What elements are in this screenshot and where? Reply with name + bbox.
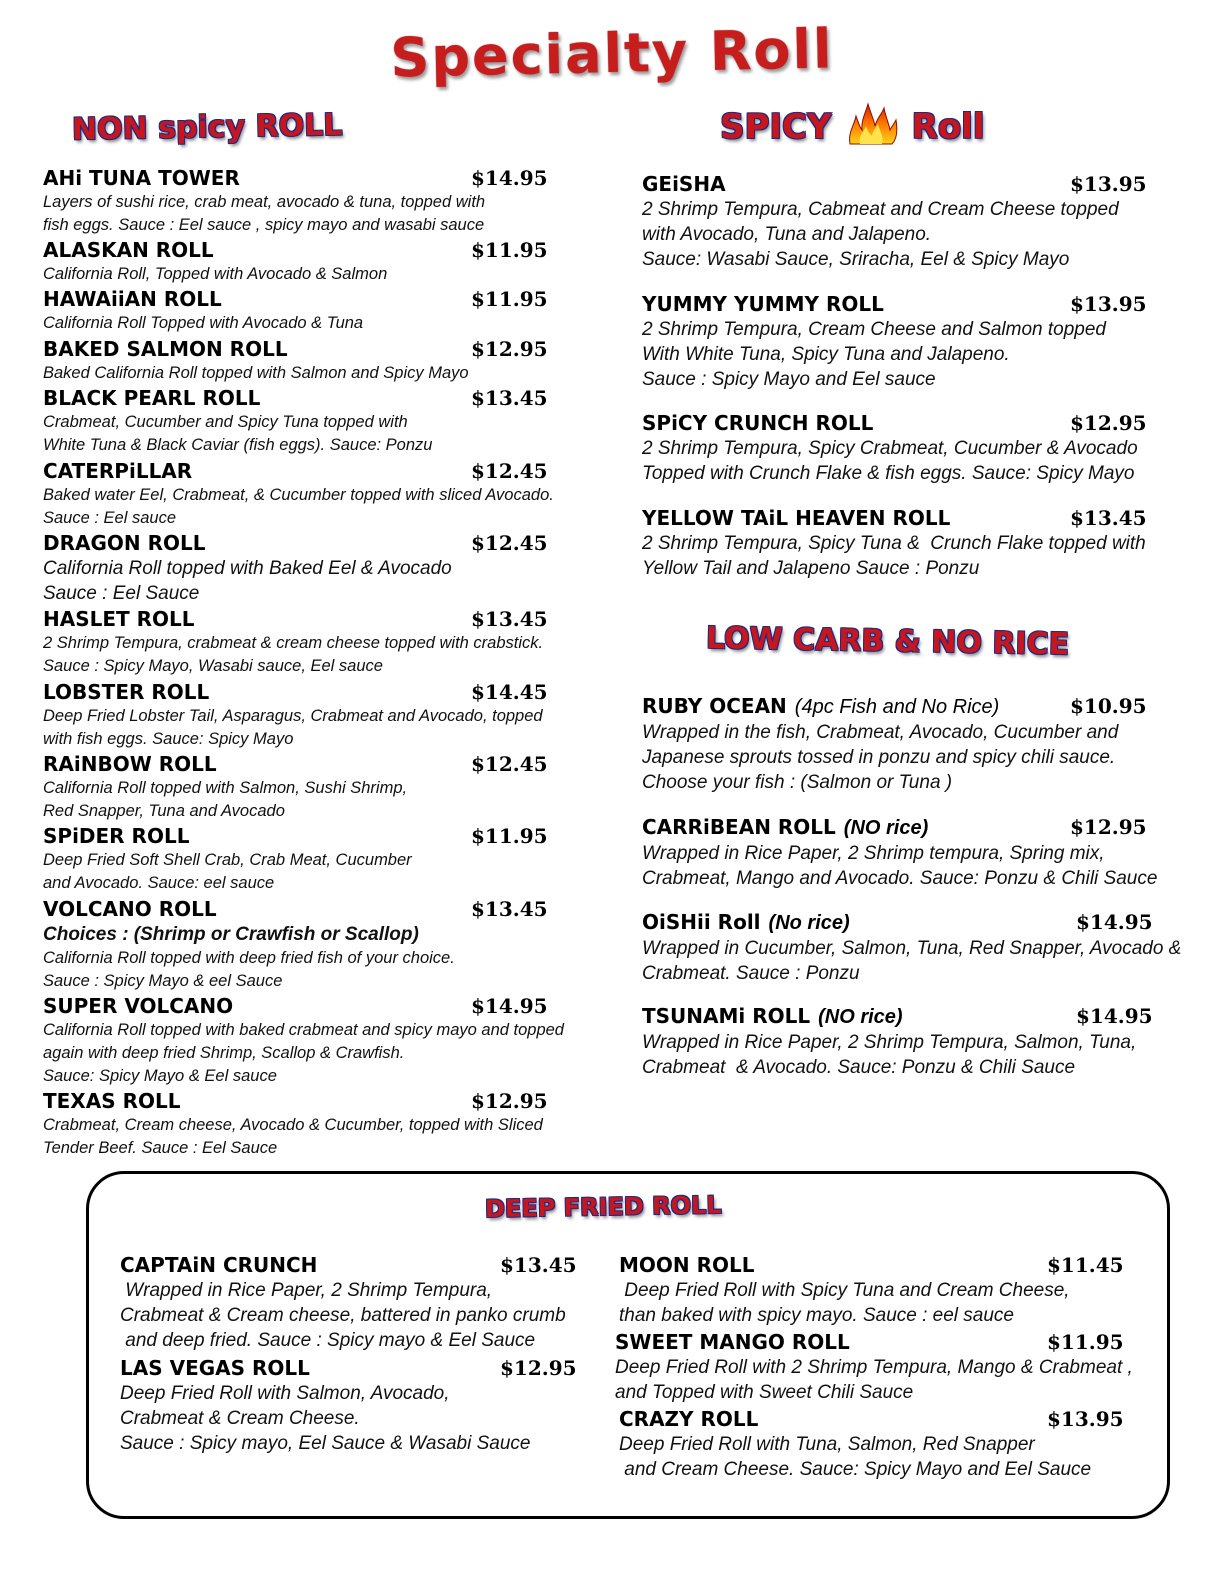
item-name-text: SUPER VOLCANO xyxy=(43,994,234,1018)
description-line: Deep Fried Roll with Spicy Tuna and Cream Cheese, xyxy=(619,1280,1070,1301)
item-name-text: AHi TUNA TOWER xyxy=(43,166,240,190)
item-description xyxy=(43,777,603,823)
item-price: $12.45 xyxy=(471,459,548,483)
item-description xyxy=(43,411,603,457)
description-line: again with deep fried Shrimp, Scallop & Crawfish. xyxy=(43,1044,405,1062)
description-line: and Cream Cheese. Sauce: Spicy Mayo and Eel Sauce xyxy=(619,1459,1092,1480)
description-line: White Tuna & Black Caviar (fish eggs). Sauce: Ponzu xyxy=(43,436,433,454)
item-description xyxy=(642,1030,1202,1080)
item-price: $13.45 xyxy=(471,607,548,631)
item-name-text: YELLOW TAiL HEAVEN ROLL xyxy=(642,506,951,530)
description-line: Baked California Roll topped with Salmon and Spicy Mayo xyxy=(43,364,469,382)
item-price: $12.45 xyxy=(471,531,548,555)
description-line: Tender Beef. Sauce : Eel Sauce xyxy=(43,1139,278,1157)
item-description xyxy=(43,362,603,385)
item-description xyxy=(619,1432,1179,1482)
item-description xyxy=(43,1114,603,1160)
description-line: Layers of sushi rice, crab meat, avocado & tuna, topped with xyxy=(43,193,486,211)
menu-item xyxy=(619,1407,1179,1482)
menu-item xyxy=(642,411,1202,486)
item-price: $12.95 xyxy=(1070,815,1147,839)
item-description xyxy=(120,1278,680,1353)
item-name-text: RAiNBOW ROLL xyxy=(43,752,217,776)
deep-fried-heading: DEEP FRIED ROLL xyxy=(484,1190,722,1224)
item-price: $10.95 xyxy=(1070,694,1147,718)
item-description xyxy=(43,191,603,237)
item-price: $13.45 xyxy=(1070,506,1147,530)
spicy-heading-right: Roll xyxy=(911,107,985,147)
item-price: $13.45 xyxy=(500,1253,577,1277)
non-spicy-heading: NON spicy ROLL xyxy=(71,107,343,148)
item-description xyxy=(619,1278,1179,1328)
item-price: $13.95 xyxy=(1070,172,1147,196)
menu-item xyxy=(615,1330,1175,1405)
menu-item xyxy=(120,1356,680,1456)
spicy-heading xyxy=(720,102,985,155)
item-name-text: HASLET ROLL xyxy=(43,607,195,631)
description-line: Deep Fried Roll with Tuna, Salmon, Red Snapper xyxy=(619,1434,1035,1455)
menu-item xyxy=(619,1253,1179,1328)
menu-item xyxy=(43,1089,603,1160)
description-line: California Roll topped with Baked Eel & Avocado xyxy=(43,558,452,579)
item-price: $12.95 xyxy=(471,1089,548,1113)
spicy-heading-left: SPICY xyxy=(720,107,832,147)
item-name-text: YUMMY YUMMY ROLL xyxy=(642,292,884,316)
description-line: 2 Shrimp Tempura, Cabmeat and Cream Cheese topped xyxy=(642,199,1119,220)
description-line: Deep Fried Roll with Salmon, Avocado, xyxy=(120,1383,450,1404)
menu-item xyxy=(642,694,1202,795)
item-description xyxy=(642,936,1202,986)
description-line: Crabmeat. Sauce : Ponzu xyxy=(642,963,860,984)
menu-item xyxy=(43,238,603,286)
description-line: with fish eggs. Sauce: Spicy Mayo xyxy=(43,730,294,748)
description-line: Wrapped in Rice Paper, 2 Shrimp tempura, Spring mix, xyxy=(642,843,1105,864)
item-name-text: BAKED SALMON ROLL xyxy=(43,337,288,361)
item-description xyxy=(642,317,1202,392)
description-line: Deep Fried Lobster Tail, Asparagus, Crabmeat and Avocado, topped xyxy=(43,707,543,725)
description-line: Sauce : Spicy Mayo & eel Sauce xyxy=(43,972,283,990)
item-description xyxy=(43,1019,603,1088)
description-line: Sauce: Wasabi Sauce, Sriracha, Eel & Spicy Mayo xyxy=(642,249,1070,270)
item-price: $14.95 xyxy=(1076,910,1153,934)
item-price: $14.45 xyxy=(471,680,548,704)
item-name-text: SPiCY CRUNCH ROLL xyxy=(642,411,874,435)
menu-item xyxy=(43,386,603,457)
menu-item xyxy=(43,994,603,1088)
menu-item xyxy=(43,752,603,823)
description-line: California Roll topped with deep fried fish of your choice. xyxy=(43,949,455,967)
item-price: $11.95 xyxy=(471,824,548,848)
item-description xyxy=(43,263,603,286)
description-line: Choose your fish : (Salmon or Tuna ) xyxy=(642,772,953,793)
description-line: Crabmeat & Cream Cheese. xyxy=(120,1408,360,1429)
item-price: $11.95 xyxy=(471,238,548,262)
description-line: Crabmeat & Cream cheese, battered in panko crumb xyxy=(120,1305,566,1326)
item-price: $14.95 xyxy=(471,166,548,190)
description-line: Wrapped in Rice Paper, 2 Shrimp Tempura, Salmon, Tuna, xyxy=(642,1032,1137,1053)
description-line: California Roll topped with Salmon, Sushi Shrimp, xyxy=(43,779,408,797)
item-description xyxy=(642,197,1202,272)
item-description xyxy=(43,484,603,530)
item-description xyxy=(120,1381,680,1456)
description-line: California Roll Topped with Avocado & Tuna xyxy=(43,314,364,332)
item-name-text: SWEET MANGO ROLL xyxy=(615,1330,850,1354)
menu-item xyxy=(642,506,1202,581)
description-line: Crabmeat, Cucumber and Spicy Tuna topped with xyxy=(43,413,408,431)
item-name-text: GEiSHA xyxy=(642,172,726,196)
item-name-text: CARRiBEAN ROLL xyxy=(642,815,836,839)
description-line: Crabmeat, Cream cheese, Avocado & Cucumber, topped with Sliced xyxy=(43,1116,543,1134)
item-name-text: HAWAiiAN ROLL xyxy=(43,287,222,311)
item-description xyxy=(642,436,1202,486)
item-name-text: TSUNAMi ROLL xyxy=(642,1004,811,1028)
description-line: Wrapped in Cucumber, Salmon, Tuna, Red Snapper, Avocado & xyxy=(642,938,1182,959)
low-carb-heading: LOW CARB & NO RICE xyxy=(705,620,1070,663)
item-name-text: DRAGON ROLL xyxy=(43,531,206,555)
description-line: Sauce : Spicy mayo, Eel Sauce & Wasabi Sauce xyxy=(120,1433,531,1454)
item-name-text: MOON ROLL xyxy=(619,1253,755,1277)
item-price: $11.95 xyxy=(471,287,548,311)
item-choices: Choices : (Shrimp or Crawfish or Scallop) xyxy=(43,924,419,945)
item-description xyxy=(615,1355,1175,1405)
item-description xyxy=(642,531,1202,581)
item-name-text: LOBSTER ROLL xyxy=(43,680,210,704)
description-line: 2 Shrimp Tempura, Cream Cheese and Salmon topped xyxy=(642,319,1106,340)
item-name-text: LAS VEGAS ROLL xyxy=(120,1356,310,1380)
menu-item xyxy=(43,680,603,751)
menu-item xyxy=(642,292,1202,392)
item-price: $12.45 xyxy=(471,752,548,776)
item-name-text: CAPTAiN CRUNCH xyxy=(120,1253,318,1277)
menu-item xyxy=(43,824,603,895)
item-note: (NO rice) xyxy=(818,1006,903,1028)
item-description xyxy=(43,312,603,335)
item-name-text: CATERPiLLAR xyxy=(43,459,193,483)
description-line: with Avocado, Tuna and Jalapeno. xyxy=(642,224,932,245)
description-line: 2 Shrimp Tempura, crabmeat & cream cheese topped with crabstick. xyxy=(43,634,544,652)
menu-item xyxy=(642,172,1202,272)
item-price: $12.95 xyxy=(471,337,548,361)
item-price: $12.95 xyxy=(1070,411,1147,435)
item-description xyxy=(642,841,1202,891)
description-line: Wrapped in Rice Paper, 2 Shrimp Tempura, xyxy=(120,1280,493,1301)
item-note: (4pc Fish and No Rice) xyxy=(794,696,1000,718)
description-line: Red Snapper, Tuna and Avocado xyxy=(43,802,285,820)
item-name-text: RUBY OCEAN xyxy=(642,694,787,718)
description-line: Japanese sprouts tossed in ponzu and spicy chili sauce. xyxy=(642,747,1116,768)
description-line: Sauce : Eel sauce xyxy=(43,509,176,527)
description-line: and Avocado. Sauce: eel sauce xyxy=(43,874,275,892)
menu-item xyxy=(43,607,603,678)
item-price: $13.95 xyxy=(1047,1407,1124,1431)
description-line: Topped with Crunch Flake & fish eggs. Sauce: Spicy Mayo xyxy=(642,463,1135,484)
item-description xyxy=(43,849,603,895)
item-price: $13.45 xyxy=(471,897,548,921)
description-line: California Roll, Topped with Avocado & Salmon xyxy=(43,265,388,283)
menu-item xyxy=(43,337,603,385)
description-line: and deep fried. Sauce : Spicy mayo & Eel Sauce xyxy=(120,1330,536,1351)
item-name xyxy=(120,1253,680,1277)
menu-item xyxy=(43,531,603,606)
menu-item xyxy=(43,897,603,993)
item-price: $13.95 xyxy=(1070,292,1147,316)
description-line: Crabmeat, Mango and Avocado. Sauce: Ponzu & Chili Sauce xyxy=(642,868,1158,889)
item-name xyxy=(120,1356,680,1380)
item-name-text: CRAZY ROLL xyxy=(619,1407,759,1431)
item-description xyxy=(43,922,603,993)
item-price: $11.95 xyxy=(1047,1330,1124,1354)
description-line: Crabmeat & Avocado. Sauce: Ponzu & Chili Sauce xyxy=(642,1057,1076,1078)
item-description xyxy=(43,705,603,751)
description-line: 2 Shrimp Tempura, Spicy Crabmeat, Cucumber & Avocado xyxy=(642,438,1138,459)
menu-item xyxy=(642,815,1202,891)
description-line: 2 Shrimp Tempura, Spicy Tuna & Crunch Flake topped with xyxy=(642,533,1146,554)
description-line: Sauce : Eel Sauce xyxy=(43,583,200,604)
item-name-text: VOLCANO ROLL xyxy=(43,897,217,921)
description-line: than baked with spicy mayo. Sauce : eel sauce xyxy=(619,1305,1015,1326)
item-description xyxy=(642,720,1202,795)
item-price: $14.95 xyxy=(1076,1004,1153,1028)
menu-item xyxy=(43,459,603,530)
item-price: $12.95 xyxy=(500,1356,577,1380)
item-name-text: SPiDER ROLL xyxy=(43,824,190,848)
description-line: Sauce: Spicy Mayo & Eel sauce xyxy=(43,1067,277,1085)
description-line: Wrapped in the fish, Crabmeat, Avocado, Cucumber and xyxy=(642,722,1119,743)
description-line: Sauce : Spicy Mayo and Eel sauce xyxy=(642,369,936,390)
item-name-text: TEXAS ROLL xyxy=(43,1089,181,1113)
menu-item xyxy=(642,1004,1202,1080)
description-line: California Roll topped with baked crabmeat and spicy mayo and topped xyxy=(43,1021,564,1039)
item-note: (NO rice) xyxy=(843,817,929,839)
item-description xyxy=(43,632,603,678)
menu-item xyxy=(43,287,603,335)
item-name-text: BLACK PEARL ROLL xyxy=(43,386,261,410)
description-line: Yellow Tail and Jalapeno Sauce : Ponzu xyxy=(642,558,980,579)
item-description xyxy=(43,556,603,606)
description-line: and Topped with Sweet Chili Sauce xyxy=(615,1382,914,1403)
item-price: $11.45 xyxy=(1047,1253,1124,1277)
description-line: Sauce : Spicy Mayo, Wasabi sauce, Eel sauce xyxy=(43,657,383,675)
description-line: With White Tuna, Spicy Tuna and Jalapeno. xyxy=(642,344,1010,365)
description-line: Baked water Eel, Crabmeat, & Cucumber topped with sliced Avocado. xyxy=(43,486,554,504)
menu-item xyxy=(120,1253,680,1353)
description-line: fish eggs. Sauce : Eel sauce , spicy mayo and wasabi sauce xyxy=(43,216,485,234)
menu-item xyxy=(43,166,603,237)
page-title: Specialty Roll xyxy=(389,17,835,90)
item-name-text: ALASKAN ROLL xyxy=(43,238,214,262)
item-price: $14.95 xyxy=(471,994,548,1018)
description-line: Deep Fried Soft Shell Crab, Crab Meat, Cucumber xyxy=(43,851,412,869)
item-price: $13.45 xyxy=(471,386,548,410)
item-note: (No rice) xyxy=(768,912,850,934)
item-name-text: OiSHii Roll xyxy=(642,910,761,934)
description-line: Deep Fried Roll with 2 Shrimp Tempura, Mango & Crabmeat , xyxy=(615,1357,1133,1378)
menu-item xyxy=(642,910,1202,986)
flame-icon xyxy=(846,102,898,155)
